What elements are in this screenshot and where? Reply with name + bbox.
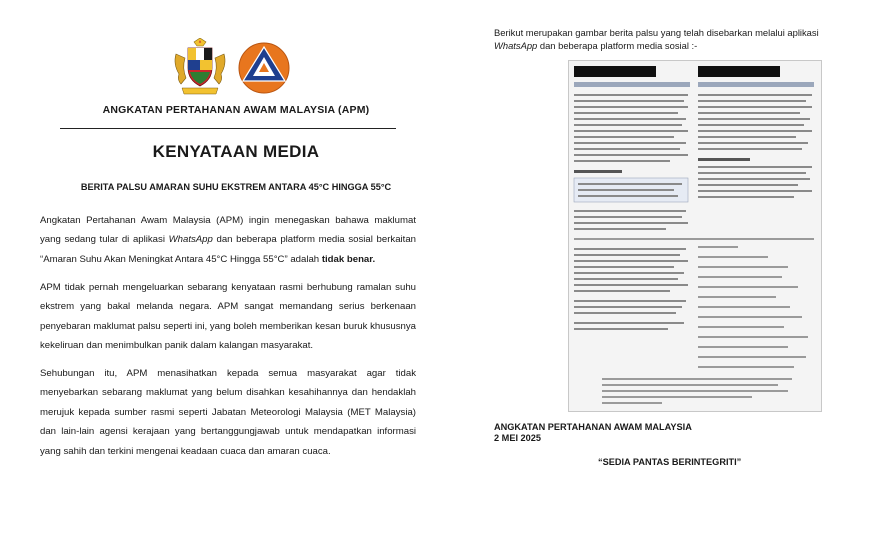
organization-name: ANGKATAN PERTAHANAN AWAM MALAYSIA (APM)	[102, 104, 370, 116]
evidence-intro-text-a: Berikut merupakan gambar berita palsu yang telah disebarkan melalui aplikasi	[494, 27, 819, 38]
header-divider	[60, 128, 396, 129]
evidence-intro-whatsapp: WhatsApp	[494, 40, 538, 51]
paragraph-1-text-a: Angkatan Pertahanan Awam Malaysia (APM) ingin menegaskan bahawa maklumat yang sedang tular di aplikasi	[40, 215, 416, 246]
header-logos	[172, 38, 292, 98]
motto: “SEDIA PANTAS BERINTEGRITI”	[598, 457, 742, 467]
paragraph-3: Sehubungan itu, APM menasihatkan kepada semua masyarakat agar tidak menyebarkan sebarang maklumat yang belum disahkan kesahihannya dan hendaklah merujuk kepada sumber rasmi seperti Jabatan Meteorologi Malaysia (MET Malaysia) dan lain-lain agensi kerajaan yang bertanggungjawab untuk mendapatkan informasi yang sahih dan terkini mengenai keadaan cuaca dan amaran cuaca.	[40, 368, 416, 457]
paragraph-1-text-b: dan beberapa platform media sosial berkaitan “Amaran Suhu Akan Meningkat Antara 45°C Hingga 55°C” adalah	[40, 234, 417, 265]
evidence-intro	[494, 26, 834, 52]
evidence-intro-text-b: dan beberapa platform media sosial :-	[537, 40, 698, 51]
signature-organization: ANGKATAN PERTAHANAN AWAM MALAYSIA	[494, 422, 692, 432]
fake-news-screenshot-image	[568, 60, 822, 412]
document-title: KENYATAAN MEDIA	[152, 142, 320, 161]
coat-of-arms-icon	[172, 38, 228, 96]
evidence-page	[438, 0, 876, 553]
paragraph-1	[40, 211, 416, 269]
signature-date: 2 MEI 2025	[494, 433, 541, 443]
paragraph-1-whatsapp: WhatsApp	[168, 234, 213, 246]
document-subtitle: BERITA PALSU AMARAN SUHU EKSTREM ANTARA 45°C HINGGA 55°C	[80, 182, 392, 192]
paragraph-2: APM tidak pernah mengeluarkan sebarang kenyataan rasmi berhubung ramalan suhu ekstrem yang bakal melanda negara. APM sangat memandang serius berkenaan penyebaran maklumat palsu seperti ini, yang boleh memberikan kesan buruk khususnya kekeliruan dan menimbulkan panik dalam kalangan masyarakat.	[40, 282, 416, 352]
apm-emblem-icon	[236, 38, 292, 96]
paragraph-1-emphasis: tidak benar.	[321, 253, 376, 265]
